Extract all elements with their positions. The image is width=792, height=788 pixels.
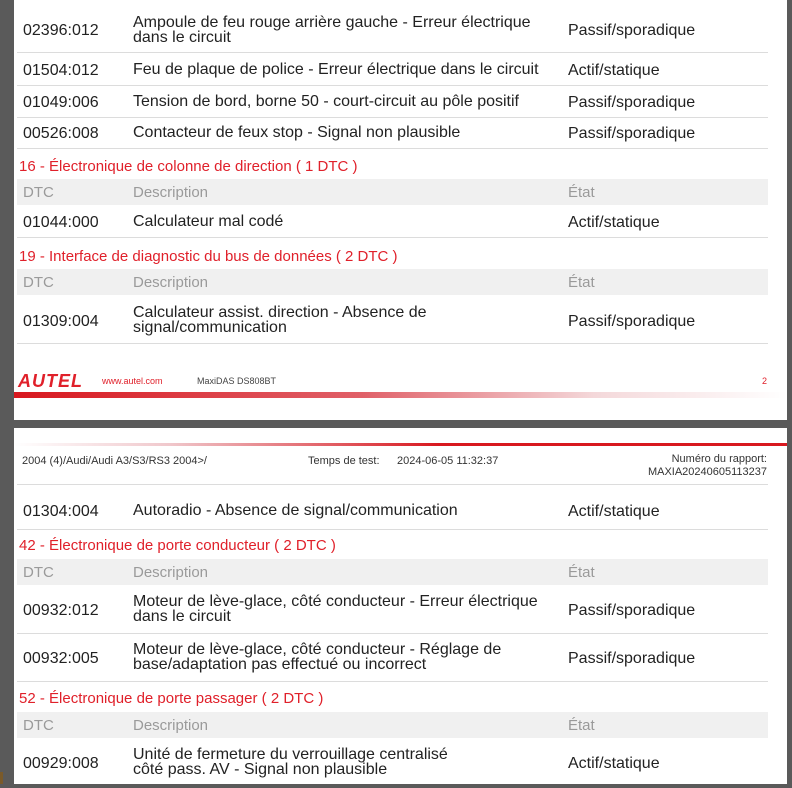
table-header (17, 179, 768, 205)
dtc-description: Unité de fermeture du verrouillage centralisé côté pass. AV - Signal non plausible (133, 746, 448, 778)
dtc-code: 01309:004 (23, 313, 99, 330)
dtc-description: Moteur de lève-glace, côté conducteur - Réglage de base/adaptation pas effectué ou incorrect (133, 641, 502, 673)
dtc-state: Passif/sporadique (568, 125, 696, 142)
dtc-state: Passif/sporadique (568, 94, 696, 111)
dtc-code: 01304:004 (23, 503, 99, 520)
divider (17, 484, 768, 485)
edge-marker (0, 772, 3, 784)
column-description: Description (133, 274, 209, 291)
footer-url[interactable]: www.autel.com (102, 376, 163, 386)
dtc-description: Autoradio - Absence de signal/communication (133, 502, 458, 519)
dtc-state: Actif/statique (568, 62, 660, 79)
dtc-state: Actif/statique (568, 214, 660, 231)
dtc-description: Contacteur de feux stop - Signal non plausible (133, 124, 461, 141)
section-title: 42 - Électronique de porte conducteur ( 2 DTC ) (19, 537, 336, 554)
dtc-row (17, 0, 768, 53)
table-header (17, 559, 768, 585)
dtc-code: 00929:008 (23, 755, 99, 772)
dtc-row (17, 118, 768, 149)
dtc-state: Passif/sporadique (568, 650, 696, 667)
report-page-1 (14, 0, 787, 420)
column-state: État (568, 184, 595, 201)
dtc-code: 01044:000 (23, 214, 99, 231)
dtc-row (17, 206, 768, 238)
dtc-description: Feu de plaque de police - Erreur électrique dans le circuit (133, 61, 539, 78)
dtc-description: Tension de bord, borne 50 - court-circuit au pôle positif (133, 93, 519, 110)
column-dtc: DTC (23, 564, 54, 581)
dtc-code: 00932:005 (23, 650, 99, 667)
column-dtc: DTC (23, 184, 54, 201)
dtc-code: 01504:012 (23, 62, 99, 79)
table-header (17, 712, 768, 738)
dtc-code: 00932:012 (23, 602, 99, 619)
autel-logo: AUTEL (18, 371, 83, 391)
column-description: Description (133, 184, 209, 201)
dtc-state: Actif/statique (568, 503, 660, 520)
footer-divider (14, 392, 787, 398)
test-time-value: 2024-06-05 11:32:37 (397, 455, 499, 467)
dtc-row (17, 296, 768, 344)
test-time-label: Temps de test: (308, 455, 380, 467)
section-title: 16 - Électronique de colonne de direction ( 1 DTC ) (19, 158, 358, 175)
report-number-value: MAXIA20240605113237 (647, 466, 767, 478)
column-description: Description (133, 564, 209, 581)
dtc-description: Calculateur assist. direction - Absence de signal/communication (133, 304, 427, 336)
dtc-description: Ampoule de feu rouge arrière gauche - Erreur électrique dans le circuit (133, 14, 531, 46)
table-header (17, 269, 768, 295)
section-title: 52 - Électronique de porte passager ( 2 DTC ) (19, 690, 324, 707)
column-state: État (568, 564, 595, 581)
dtc-description: Moteur de lève-glace, côté conducteur - Erreur électrique dans le circuit (133, 593, 538, 625)
report-number (648, 453, 767, 479)
dtc-description: Calculateur mal codé (133, 213, 284, 230)
dtc-code: 02396:012 (23, 22, 99, 39)
dtc-state: Actif/statique (568, 755, 660, 772)
dtc-row (17, 498, 768, 530)
report-page-2 (14, 428, 787, 784)
column-description: Description (133, 717, 209, 734)
dtc-code: 00526:008 (23, 125, 99, 142)
dtc-row (17, 53, 768, 86)
dtc-code: 01049:006 (23, 94, 99, 111)
dtc-row (17, 739, 768, 784)
column-state: État (568, 717, 595, 734)
dtc-state: Passif/sporadique (568, 313, 696, 330)
report-number-label: Numéro du rapport: (671, 453, 767, 465)
column-dtc: DTC (23, 274, 54, 291)
vehicle-info: 2004 (4)/Audi/Audi A3/S3/RS3 2004>/ (22, 455, 207, 467)
dtc-state: Passif/sporadique (568, 602, 696, 619)
column-dtc: DTC (23, 717, 54, 734)
page-number: 2 (761, 376, 767, 386)
section-title: 19 - Interface de diagnostic du bus de données ( 2 DTC ) (19, 248, 398, 265)
footer-model: MaxiDAS DS808BT (197, 376, 277, 386)
column-state: État (568, 274, 595, 291)
dtc-row (17, 634, 768, 682)
dtc-row (17, 586, 768, 634)
header-divider (14, 443, 787, 446)
dtc-row (17, 86, 768, 118)
dtc-state: Passif/sporadique (568, 22, 696, 39)
